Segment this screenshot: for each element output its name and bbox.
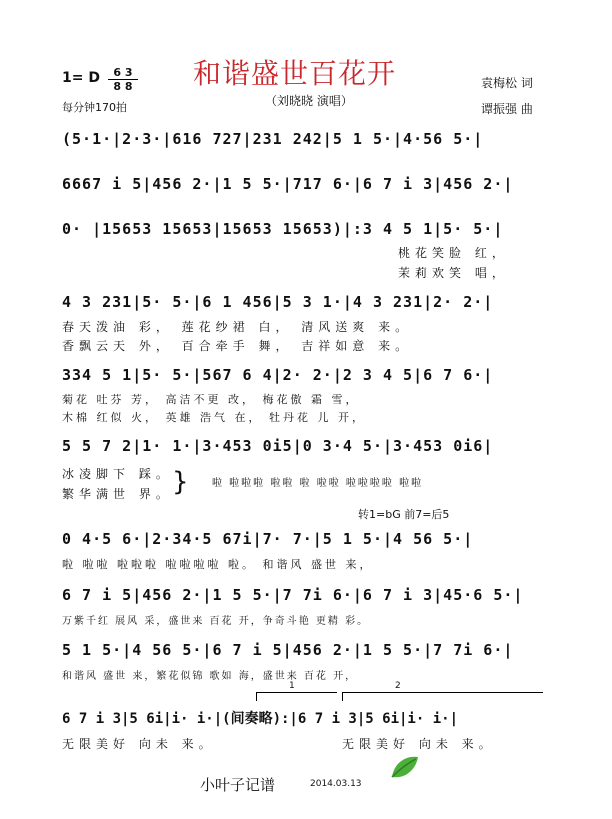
performer-subtitle: （刘晓晓 演唱） <box>265 94 353 108</box>
composer-credit: 谭振强 曲 <box>481 102 533 116</box>
meter-top: 6 3 <box>113 66 133 79</box>
tempo-marking: 每分钟170拍 <box>62 101 127 114</box>
lyricist-credit: 袁梅松 词 <box>481 76 533 90</box>
lyric-line-5a: 菊花 吐芬 芳， 高洁不更 改， 梅花傲 霜 雪， <box>62 393 360 406</box>
lyric-line-4a: 春天泼油 彩， 莲花纱裙 白， 清风送爽 来。 <box>62 320 413 334</box>
lyric-line-3a: 桃花笑脸 红， <box>398 246 509 260</box>
lyric-line-6b: 繁华满世 界。 <box>62 487 173 501</box>
meter-bottom: 8 8 <box>113 80 133 93</box>
score-line-4: 4 3 231|5· 5·|6 1 456|5 3 1·|4 3 231|2· 2·| <box>62 293 494 311</box>
lyric-line-4b: 香飘云天 外， 百合牵手 舞， 吉祥如意 来。 <box>62 339 413 353</box>
score-line-10: 6 7 i 3|5 6i|i· i·|(间奏略):|6 7 i 3|5 6i|i· i·| <box>62 711 459 727</box>
lyric-brace: } <box>172 467 189 497</box>
key-signature: 1= D <box>62 70 100 86</box>
score-line-7: 0 4·5 6·|2·34·5 67i|7· 7·|5 1 5·|4 56 5·| <box>62 530 474 548</box>
volta-bracket-2 <box>342 681 543 701</box>
lyric-line-8: 万紫千红 展风 采，盛世来 百花 开，争奇斗艳 更精 彩。 <box>62 616 370 627</box>
lyric-line-10a: 无限美好 向未 来。 <box>62 737 216 751</box>
lyric-line-5b: 木棉 红似 火， 英雄 浩气 在， 牡丹花 儿 开， <box>62 411 366 424</box>
score-line-5: 334 5 1|5· 5·|567 6 4|2· 2·|2 3 4 5|6 7 6·| <box>62 366 494 384</box>
leaf-icon <box>388 753 422 785</box>
score-line-9: 5 1 5·|4 56 5·|6 7 i 5|456 2·|1 5 5·|7 7i 6·| <box>62 641 514 659</box>
score-line-8: 6 7 i 5|456 2·|1 5 5·|7 7i 6·|6 7 i 3|45·6 5·| <box>62 586 524 604</box>
transcriber-signature: 小叶子记谱 <box>200 776 276 794</box>
score-line-1: (5·1·|2·3·|616 727|231 242|5 1 5·|4·56 5·| <box>62 130 484 148</box>
lyric-line-10b: 无限美好 向未 来。 <box>342 737 496 751</box>
score-line-3: 0· |15653 15653|15653 15653)|:3 4 5 1|5· 5·| <box>62 220 504 238</box>
lyric-line-6c: 啦 啦啦啦 啦啦 啦 啦啦 啦啦啦啦 啦啦 <box>212 478 424 489</box>
score-line-6: 5 5 7 2|1· 1·|3·453 0i5|0 3·4 5·|3·453 0i6| <box>62 437 494 455</box>
volta-bracket-1 <box>256 681 337 701</box>
time-signature <box>108 67 138 92</box>
volta-1-number: 1 <box>289 681 295 691</box>
song-title: 和谐盛世百花开 <box>193 57 397 90</box>
modulation-marking: 转1=bG 前7=后5 <box>358 508 450 521</box>
score-line-2: 6667 i 5|456 2·|1 5 5·|717 6·|6 7 i 3|456 2·| <box>62 175 514 193</box>
lyric-line-9: 和谐风 盛世 来，繁花似锦 歌如 海，盛世来 百花 开， <box>62 671 358 682</box>
volta-2-number: 2 <box>395 681 401 691</box>
lyric-line-7: 啦 啦啦 啦啦啦 啦啦啦啦 啦。 和谐风 盛世 来， <box>62 558 374 571</box>
lyric-line-3b: 茉莉欢笑 唱， <box>398 266 509 280</box>
lyric-line-6a: 冰凌脚下 踩。 <box>62 467 173 481</box>
transcription-date: 2014.03.13 <box>310 779 362 789</box>
